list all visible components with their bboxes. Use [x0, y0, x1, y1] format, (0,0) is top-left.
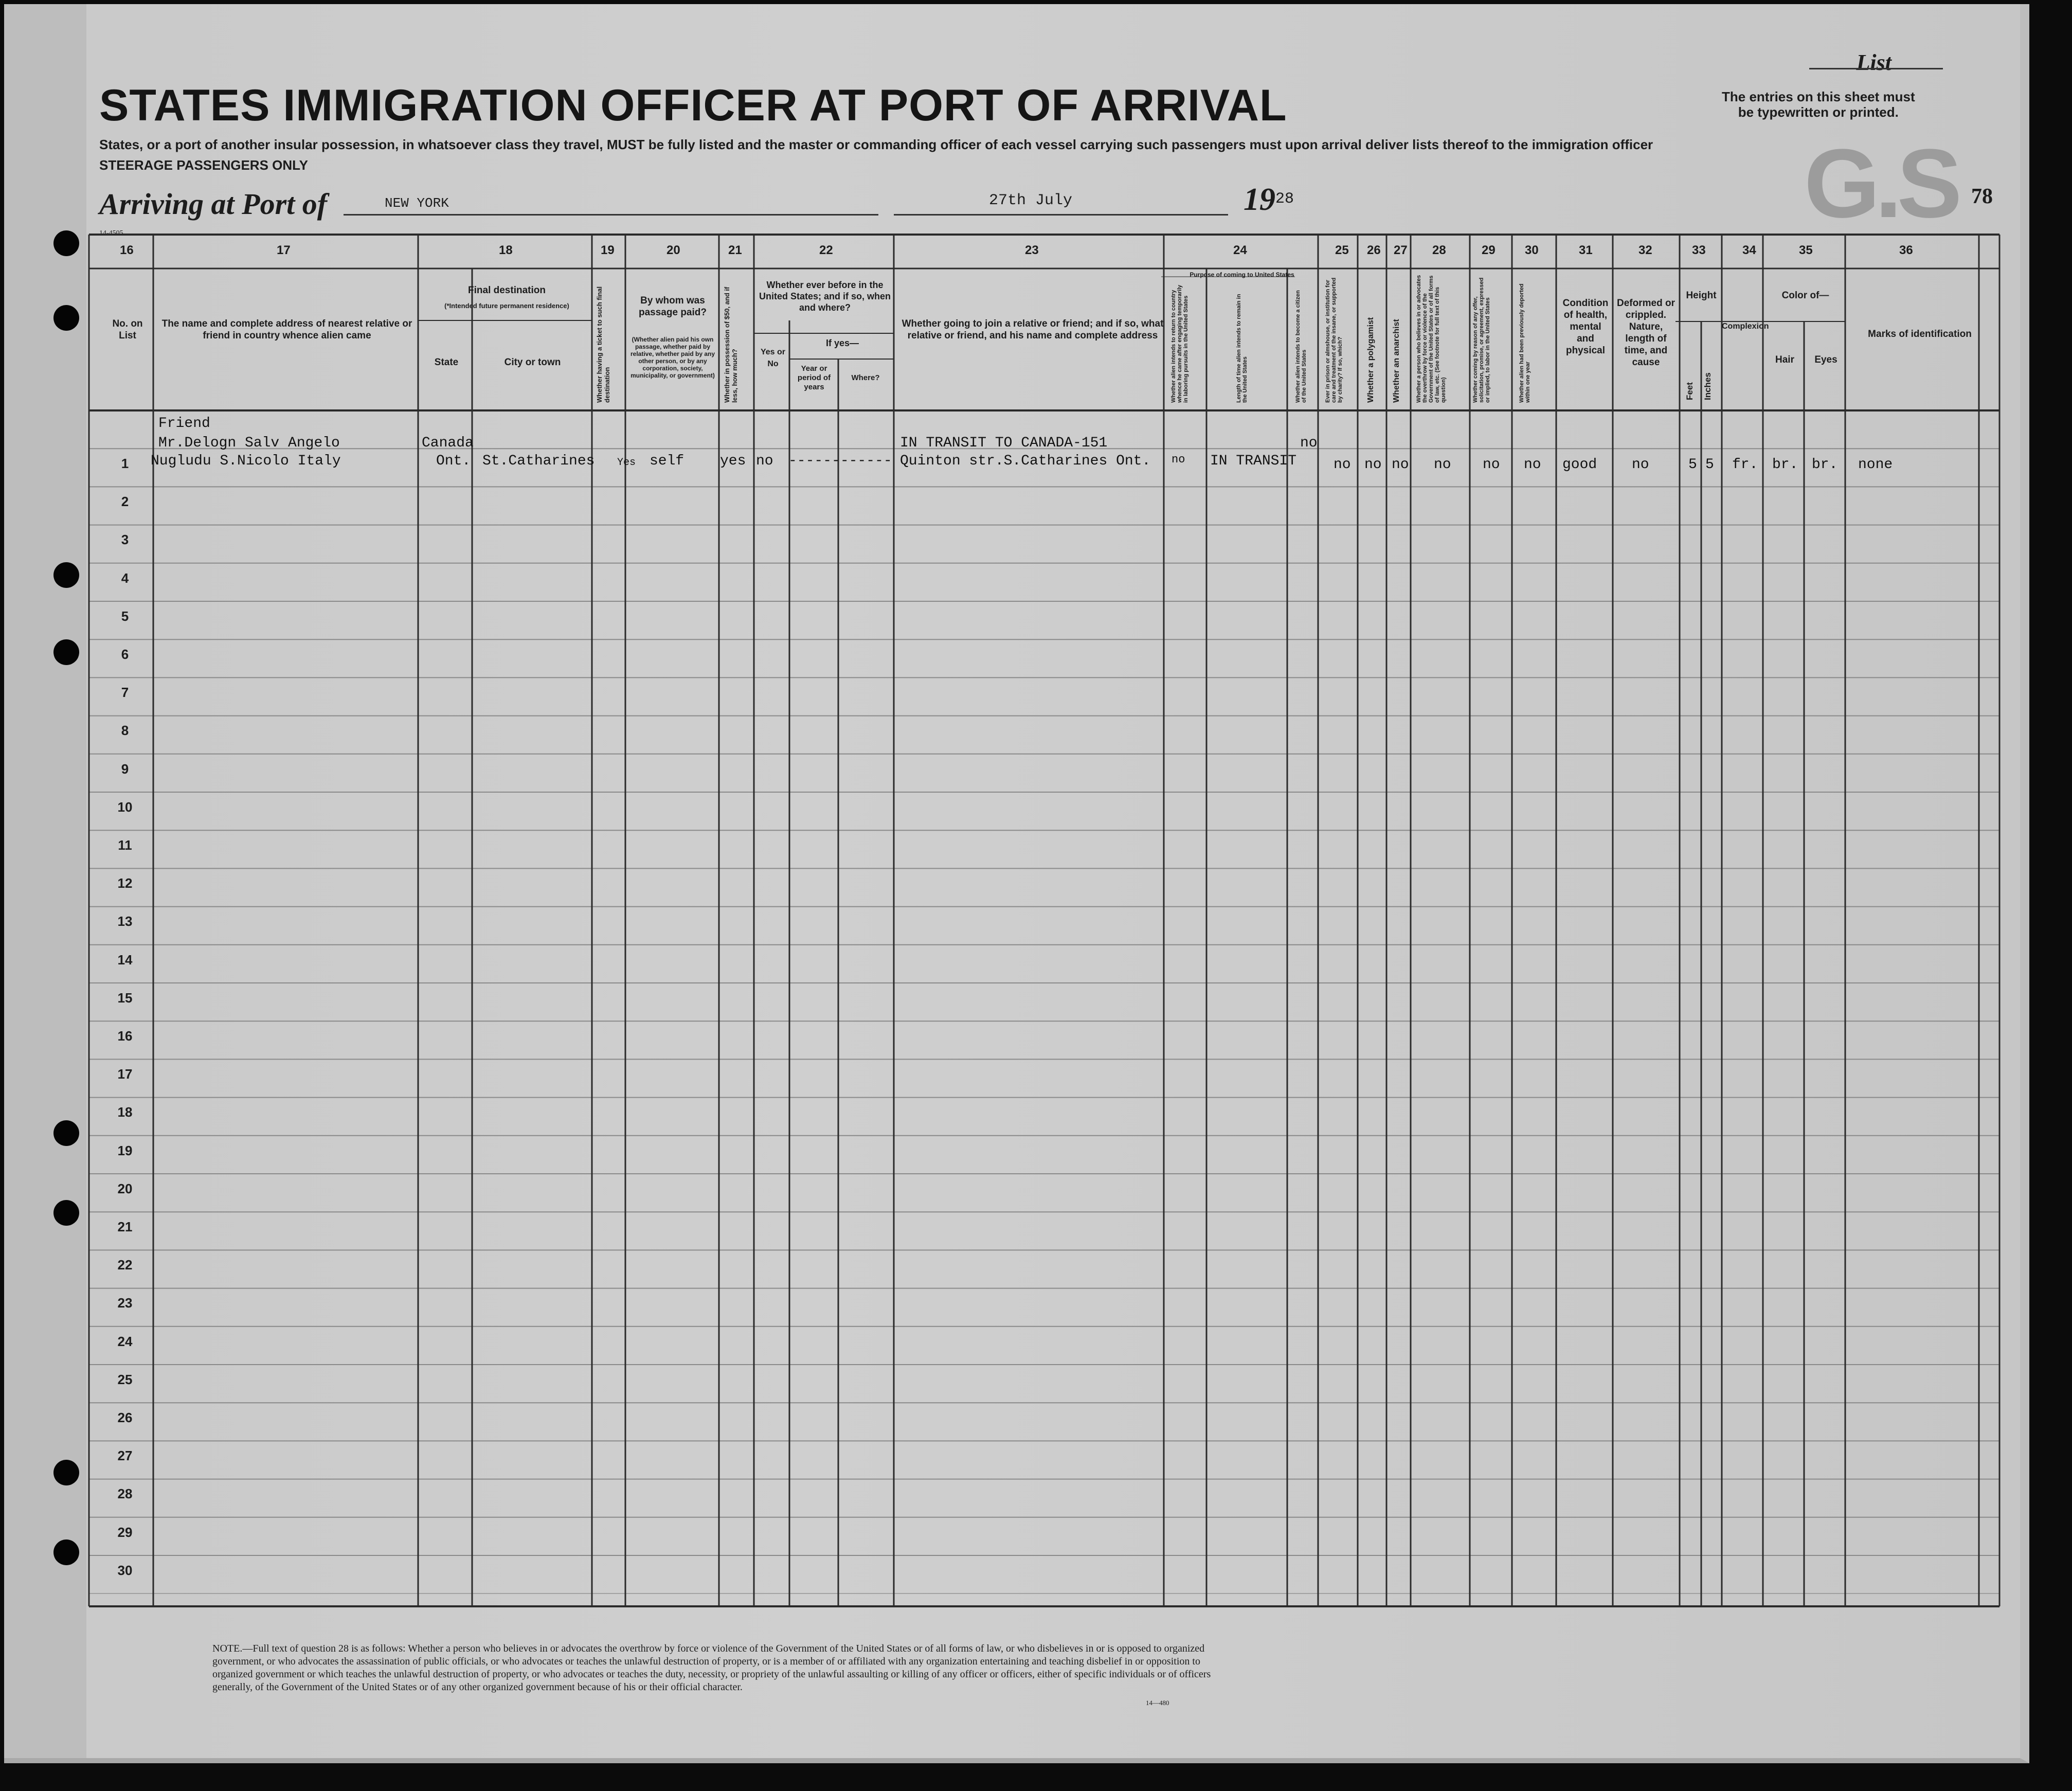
- col-eyes-header: Eyes: [1814, 354, 1837, 365]
- prison-cell: no: [1334, 457, 1351, 473]
- page-number: 78: [1971, 185, 1993, 208]
- feet-cell: 5: [1688, 457, 1697, 473]
- col-passage-sub: (Whether alien paid his own passage, whether paid by relative, whether paid by any other person, or by any corporation, society, municipality, or government): [630, 336, 715, 379]
- row-number: 4: [121, 570, 129, 586]
- legal-text: States, or a port of another insular possession, in whatsoever class they travel, MUST be fully listed and the master or commanding officer of each vessel carrying such passengers must upon arrival deliver lists thereof to the immigration officer: [99, 137, 1653, 152]
- col-inches-header: Inches: [1703, 372, 1713, 400]
- col-20-number: 20: [666, 243, 680, 257]
- col-destination-sub: (*Intended future permanent residence): [444, 302, 569, 310]
- col-30-number: 30: [1525, 243, 1539, 257]
- length-of-stay-cell: IN TRANSIT: [1210, 453, 1297, 469]
- deported-cell: no: [1524, 457, 1541, 473]
- health-cell: good: [1562, 457, 1597, 473]
- arrival-date: 27th July: [989, 192, 1073, 209]
- row-number: 10: [117, 799, 133, 815]
- page-title: STATES IMMIGRATION OFFICER AT PORT OF ARRIVAL: [99, 81, 1287, 130]
- row-number: 29: [117, 1524, 133, 1540]
- row-number: 30: [117, 1562, 133, 1578]
- col-anarchist-header: Whether an anarchist: [1392, 319, 1401, 403]
- offer-cell: no: [1483, 457, 1500, 473]
- hair-cell: br.: [1772, 457, 1798, 473]
- col-23-number: 23: [1025, 243, 1039, 257]
- col-marks-header: Marks of identification: [1868, 329, 1972, 339]
- return-intent-cell: no: [1172, 453, 1185, 466]
- joining-cell: IN TRANSIT TO CANADA-151: [900, 435, 1108, 451]
- entries-note-line: The entries on this sheet must: [1722, 89, 1915, 104]
- relation-cell: Friend: [158, 416, 210, 432]
- col-destination-header: Final destination: [468, 285, 546, 296]
- col-ever-period-header: Year or period of years: [797, 364, 831, 391]
- col-color-header: Color of—: [1781, 290, 1829, 301]
- col-fifty-header: Whether in possession of $50, and if less, how much?: [723, 286, 738, 403]
- col-29-number: 29: [1482, 243, 1496, 257]
- row-number: 1: [121, 456, 129, 471]
- col-offer-header: Whether coming by reason of any offer, solicitation, promise, or agreement, expressed or implied, to labor in the United States: [1472, 277, 1491, 403]
- relative-address-cell: Nugludu S.Nicolo Italy: [151, 453, 341, 469]
- footnote: NOTE.—Full text of question 28 is as follows: Whether a person who believes in or advocates the overthrow by force or violence of the Government of the United States or of all forms of law, or who disbelieves in or is opposed to organized government, or who advocates the assassination of public officials, or who advocates or teaches the unlawful destruction of property, or is a member of or affiliated with any organization entertaining and teaching disbelief in or opposition to organized government or which teaches the unlawful destruction of property, or who advocates or teaches the duty, necessity, or propriety of the unlawful assaulting or killing of any officer or officers, either of specific individuals or of officers generally, of the Government of the United States or of any other organized government because of his or their official character.: [212, 1643, 1211, 1693]
- ever-before-cell: no: [756, 453, 773, 469]
- col-no-header: No. on List: [112, 318, 143, 341]
- row-number: 20: [117, 1180, 133, 1196]
- form-number: 14-4505: [99, 229, 123, 237]
- row-number: 16: [117, 1028, 133, 1044]
- col-33-number: 33: [1692, 243, 1706, 257]
- col-19-number: 19: [601, 243, 615, 257]
- col-ever-yesno-header: Yes or No: [760, 348, 786, 368]
- row-number: 13: [117, 914, 133, 929]
- overthrow-cell: no: [1434, 457, 1451, 473]
- deformed-cell: no: [1632, 457, 1649, 473]
- state-cell: Canada: [422, 435, 474, 451]
- col-35-number: 35: [1799, 243, 1813, 257]
- year-suffix: 28: [1275, 190, 1294, 208]
- state-cell-line2: Ont.: [436, 453, 471, 469]
- col-25-number: 25: [1335, 243, 1349, 257]
- row-number: 11: [118, 837, 132, 853]
- col-16-number: 16: [120, 243, 134, 257]
- col-relative-header: The name and complete address of nearest relative or friend in country whence alien came: [161, 318, 412, 341]
- col-31-number: 31: [1579, 243, 1593, 257]
- col-joining-header: Whether going to join a relative or friend; and if so, what relative or friend, and his name and complete address: [902, 318, 1164, 341]
- col-27-number: 27: [1394, 243, 1408, 257]
- col-purpose-return-header: Whether alien intends to return to country whence he came after engaging temporarily in laboring pursuits in the United States: [1170, 284, 1189, 403]
- row-number: 19: [117, 1142, 133, 1158]
- arriving-label: Arriving at Port of: [99, 187, 328, 221]
- polygamist-cell: no: [1364, 457, 1382, 473]
- citizen-cell: no: [1300, 435, 1318, 451]
- row-number: 21: [117, 1219, 133, 1234]
- col-26-number: 26: [1367, 243, 1381, 257]
- col-17-number: 17: [277, 243, 291, 257]
- manifest-grid: [4, 4, 2020, 1758]
- col-24-number: 24: [1233, 243, 1247, 257]
- row-number: 18: [117, 1104, 133, 1120]
- row-number: 15: [117, 990, 133, 1006]
- row-number: 14: [117, 952, 133, 968]
- col-purpose-length-header: Length of time alien intends to remain in the United States: [1236, 294, 1248, 403]
- row-number: 24: [117, 1333, 133, 1349]
- col-34-number: 34: [1742, 243, 1756, 257]
- col-36-number: 36: [1899, 243, 1913, 257]
- col-28-number: 28: [1432, 243, 1446, 257]
- row-number: 12: [117, 875, 133, 891]
- row-number: 6: [121, 647, 129, 662]
- row-number: 8: [121, 723, 129, 739]
- col-21-number: 21: [728, 243, 742, 257]
- row-number: 17: [117, 1066, 133, 1082]
- row-number: 26: [117, 1410, 133, 1425]
- col-deported-header: Whether alien had been previously deported within one year: [1519, 283, 1531, 403]
- col-health-header: Condition of health, mental and physical: [1562, 298, 1609, 356]
- col-overthrow-header: Whether a person who believes in or advocates the overthrow by force or violence of the Government of the United States or of all forms of law, etc. (See footnote for full text of this question): [1416, 275, 1447, 403]
- col-32-number: 32: [1638, 243, 1652, 257]
- inches-cell: 5: [1705, 457, 1714, 473]
- relative-name-cell: Mr.Delogn Salv Angelo: [158, 435, 340, 451]
- row-number: 22: [117, 1257, 133, 1273]
- complexion-cell: fr.: [1732, 457, 1758, 473]
- col-ticket-header: Whether having a ticket to such final destination: [596, 286, 611, 403]
- col-ever-where-header: Where?: [851, 373, 880, 382]
- manifest-sheet: [4, 4, 2029, 1763]
- col-ever-before-header: Whether ever before in the United States; and if so, when and where?: [759, 280, 891, 313]
- row-number: 5: [121, 608, 129, 624]
- col-deformed-header: Deformed or crippled. Nature, length of time, and cause: [1617, 298, 1675, 368]
- col-prison-header: Ever in prison or almshouse, or institution for care and treatment of the insane, or supported by charity? If so, which?: [1325, 277, 1343, 403]
- col-purpose-header: Purpose of coming to United States: [1190, 271, 1294, 278]
- entries-note-line: be typewritten or printed.: [1738, 104, 1899, 120]
- marks-cell: none: [1858, 457, 1893, 473]
- row-number: 9: [121, 761, 129, 777]
- row-number: 27: [117, 1448, 133, 1464]
- col-state-header: State: [434, 357, 459, 368]
- col-feet-header: Feet: [1685, 382, 1695, 400]
- row-number: 2: [121, 494, 129, 510]
- footnote-code: 14—480: [1146, 1699, 1169, 1707]
- anarchist-cell: no: [1392, 457, 1409, 473]
- city-cell: St.Catharines: [482, 453, 595, 469]
- ever-before-dashes: ------------: [788, 453, 892, 469]
- col-22-number: 22: [819, 243, 833, 257]
- col-city-header: City or town: [504, 357, 561, 368]
- col-ever-ifyes-header: If yes—: [825, 338, 859, 348]
- col-passage-header: By whom was passage paid?: [639, 295, 707, 318]
- row-number: 25: [117, 1371, 133, 1387]
- ticket-cell: Yes: [617, 457, 636, 469]
- port-value: NEW YORK: [385, 195, 449, 211]
- row-number: 7: [121, 685, 129, 701]
- col-complexion-header: Complexion: [1722, 322, 1769, 331]
- year-prefix: 19: [1244, 182, 1275, 217]
- ink-stamp: G.S: [1804, 129, 1957, 238]
- row-number: 23: [117, 1295, 133, 1311]
- col-18-number: 18: [499, 243, 513, 257]
- joining-cell-line2: Quinton str.S.Catharines Ont.: [900, 453, 1151, 469]
- list-label: List: [1856, 50, 1891, 75]
- col-polygamist-header: Whether a polygamist: [1366, 317, 1375, 403]
- row-number: 3: [121, 532, 129, 548]
- col-purpose-citizen-header: Whether alien intends to become a citizen of the United States: [1295, 290, 1307, 403]
- fifty-cell: yes: [720, 453, 746, 469]
- col-hair-header: Hair: [1775, 354, 1794, 365]
- eyes-cell: br.: [1812, 457, 1838, 473]
- row-number: 28: [117, 1486, 133, 1502]
- paid-by-cell: self: [650, 453, 684, 469]
- col-height-header: Height: [1686, 290, 1717, 301]
- passenger-class-text: STEERAGE PASSENGERS ONLY: [99, 157, 308, 173]
